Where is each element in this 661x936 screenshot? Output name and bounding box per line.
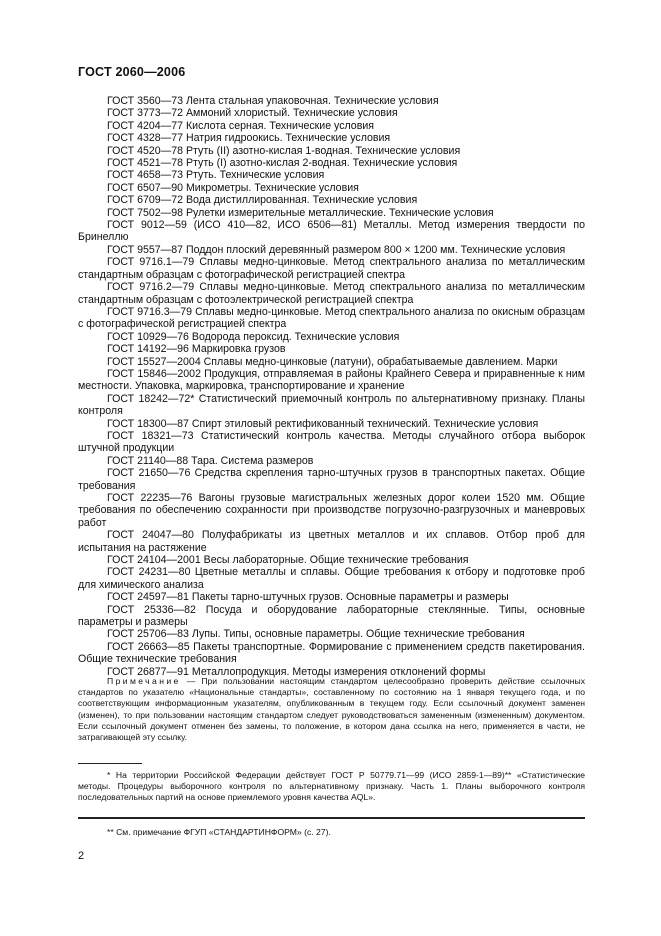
reference-entry: ГОСТ 18321—73 Статистический контроль качества. Методы случайного отбора выборок штучной продукции bbox=[78, 429, 585, 455]
reference-entry: ГОСТ 24231—80 Цветные металлы и сплавы. Общие требования к отбору и подготовке проб для химического анализа bbox=[78, 566, 585, 591]
reference-entry: ГОСТ 4521—78 Ртуть (I) азотно-кислая 2-водная. Технические условия bbox=[107, 157, 458, 170]
reference-entry: ГОСТ 9716.1—79 Сплавы медно-цинковые. Метод спектрального анализа по металлическим стандартным образцам с фотографической регистрацией спектра bbox=[78, 256, 585, 281]
references-list bbox=[78, 95, 585, 678]
reference-entry: ГОСТ 3560—73 Лента стальная упаковочная. Технические условия bbox=[107, 95, 439, 107]
reference-entry: ГОСТ 4204—77 Кислота серная. Технические условия bbox=[107, 119, 374, 132]
note-paragraph bbox=[78, 676, 585, 743]
reference-entry: ГОСТ 7502—98 Рулетки измерительные металлические. Технические условия bbox=[107, 206, 494, 219]
reference-entry: ГОСТ 4328—77 Натрия гидроокись. Технические условия bbox=[107, 132, 391, 145]
reference-entry: ГОСТ 15846—2002 Продукция, отправляемая в районы Крайнего Севера и приравненные к ним местности. Упаковка, маркировка, транспортирование и хранение bbox=[78, 367, 585, 393]
reference-entry: ГОСТ 14192—96 Маркировка грузов bbox=[107, 343, 286, 356]
footnote-2-text: ** См. примечание ФГУП «СТАНДАРТИНФОРМ» (с. 27). bbox=[107, 827, 331, 837]
document-header: ГОСТ 2060—2006 bbox=[78, 65, 186, 79]
reference-entry: ГОСТ 24104—2001 Весы лабораторные. Общие технические требования bbox=[107, 554, 469, 567]
note-block bbox=[78, 676, 585, 743]
reference-entry: ГОСТ 26877—91 Металлопродукция. Методы измерения отклонений формы bbox=[107, 665, 486, 678]
note-label: Примечание bbox=[107, 676, 181, 686]
reference-entry: ГОСТ 25706—83 Лупы. Типы, основные параметры. Общие технические требования bbox=[107, 628, 525, 641]
reference-entry: ГОСТ 9716.2—79 Сплавы медно-цинковые. Метод спектрального анализа по металлическим стандартным образцам с фотоэлектрической регистрацией спектра bbox=[78, 281, 585, 306]
footnote-1 bbox=[78, 770, 585, 804]
note-text: — При пользовании настоящим стандартом целесообразно проверить действие ссылочных стандартов по указателю «Национальные стандарты», составленному по состоянию на 1 января текущего года, и по соответствующим информационным указателям, опубликованным в текущем году. Если ссылочный документ заменен (изменен), то при пользовании настоящим стандартом следует руководствоваться замененным (измененным) документом. Если ссылочный документ отменен без замены, то положение, в котором дана ссылка на него, применяется в части, не затрагивающей эту ссылку. bbox=[78, 676, 585, 743]
reference-entry: ГОСТ 21650—76 Средства скрепления тарно-штучных грузов в транспортных пакетах. Общие требования bbox=[78, 467, 585, 492]
reference-entry: ГОСТ 21140—88 Тара. Система размеров bbox=[107, 454, 314, 467]
reference-entry: ГОСТ 18300—87 Спирт этиловый ректификованный технический. Технические условия bbox=[107, 417, 539, 430]
reference-entry: ГОСТ 9716.3—79 Сплавы медно-цинковые. Метод спектрального анализа по окисным образцам с фотографической регистрацией спектра bbox=[78, 305, 585, 331]
reference-entry: ГОСТ 24047—80 Полуфабрикаты из цветных металлов и их сплавов. Отбор проб для испытания на растяжение bbox=[78, 529, 585, 554]
reference-entry: ГОСТ 4658—73 Ртуть. Технические условия bbox=[107, 169, 325, 182]
reference-entry: ГОСТ 6507—90 Микрометры. Технические условия bbox=[107, 181, 359, 194]
reference-entry: ГОСТ 9557—87 Поддон плоский деревянный размером 800 × 1200 мм. Технические условия bbox=[107, 243, 566, 256]
reference-entry: ГОСТ 9012—59 (ИСО 410—82, ИСО 6506—81) Металлы. Метод измерения твердости по Бринеллю bbox=[78, 219, 585, 244]
page-number: 2 bbox=[78, 850, 85, 862]
page-divider bbox=[78, 817, 585, 819]
reference-entry: ГОСТ 10929—76 Водорода пероксид. Технические условия bbox=[107, 330, 400, 343]
reference-entry: ГОСТ 3773—72 Аммоний хлористый. Технические условия bbox=[107, 107, 398, 120]
reference-entry: ГОСТ 6709—72 Вода дистиллированная. Технические условия bbox=[107, 194, 418, 207]
reference-entry: ГОСТ 24597—81 Пакеты тарно-штучных грузов. Основные параметры и размеры bbox=[107, 591, 509, 604]
reference-entry: ГОСТ 22235—76 Вагоны грузовые магистральных железных дорог колеи 1520 мм. Общие требования по обеспечению сохранности при производстве погрузочно-разгрузочных и маневровых работ bbox=[78, 492, 585, 529]
reference-entry: ГОСТ 18242—72* Статистический приемочный контроль по альтернативному признаку. Планы контроля bbox=[78, 392, 585, 418]
footnote-2 bbox=[78, 827, 585, 838]
footnote-1-text: * На территории Российской Федерации действует ГОСТ Р 50779.71—99 (ИСО 2859-1—89)** «Статистические методы. Процедуры выборочного контроля по альтернативному признаку. Часть 1. Планы выборочного контроля последовательных партий на основе приемлемого уровня качества AQL». bbox=[78, 770, 585, 803]
reference-entry: ГОСТ 4520—78 Ртуть (II) азотно-кислая 1-водная. Технические условия bbox=[107, 144, 461, 157]
reference-entry: ГОСТ 25336—82 Посуда и оборудование лабораторные стеклянные. Типы, основные параметры и размеры bbox=[78, 603, 585, 629]
reference-entry: ГОСТ 26663—85 Пакеты транспортные. Формирование с применением средств пакетирования. Общие технические требования bbox=[78, 640, 585, 666]
footnote-divider bbox=[78, 763, 142, 764]
reference-entry: ГОСТ 15527—2004 Сплавы медно-цинковые (латуни), обрабатываемые давлением. Марки bbox=[107, 355, 558, 368]
